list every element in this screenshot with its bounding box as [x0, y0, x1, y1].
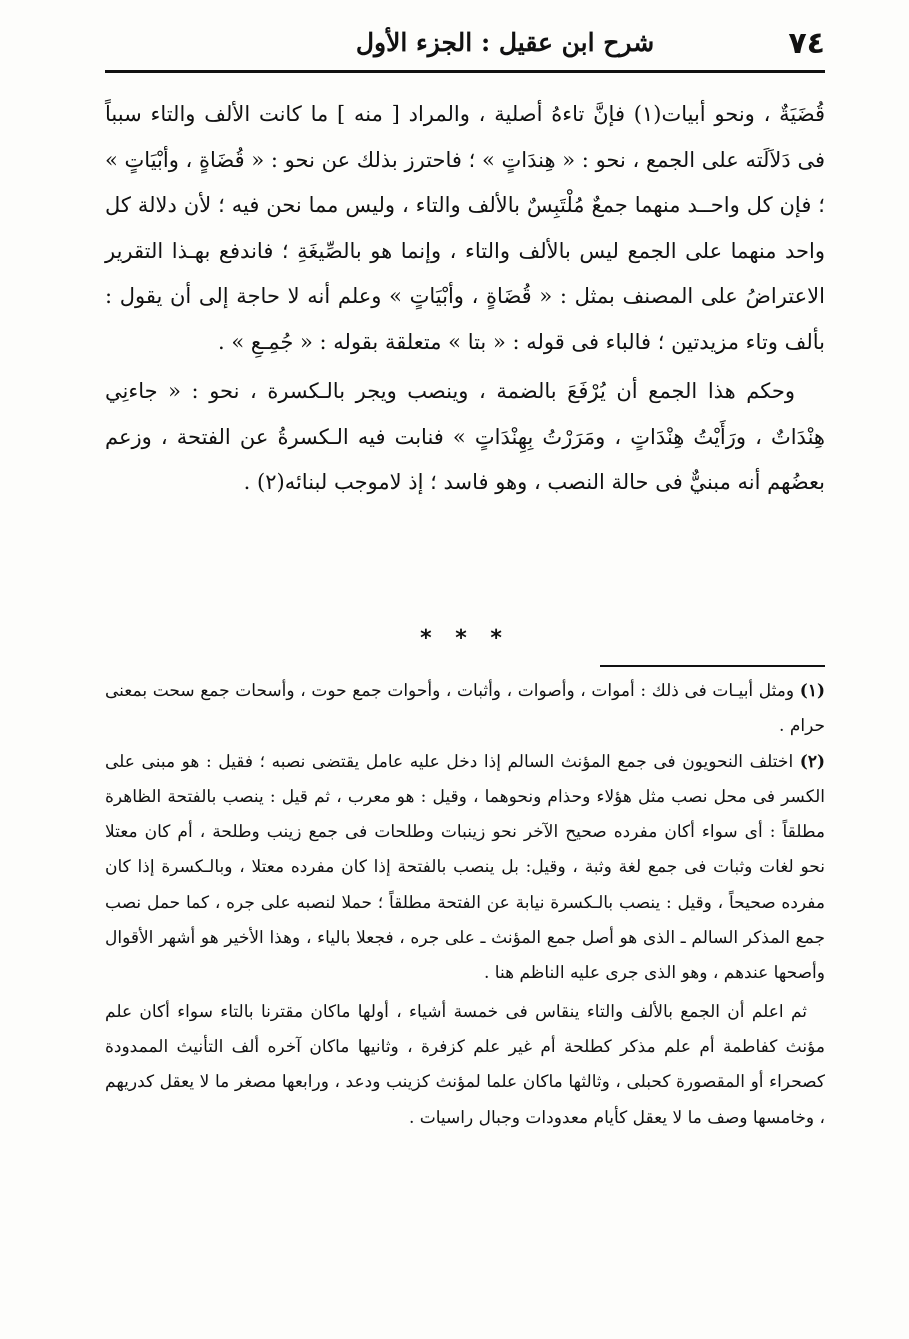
section-separator: * * * [420, 626, 510, 651]
main-paragraph-2: وحكم هذا الجمع أن يُرْفَعَ بالضمة ، وينصب ويجر بالـكسرة ، نحو : « جاءنِي هِنْدَاتٌ ، ورَأَيْتُ هِنْدَاتٍ ، ومَرَرْتُ بِهِنْدَاتٍ » فنابت فيه الـكسرةُ عن الفتحة ، وزعم بعضُهم أنه مبنيٌّ فى حالة النصب ، وهو فاسد ؛ إذ لاموجب لبنائه(٢) . [105, 379, 825, 494]
page-header [105, 22, 825, 70]
main-text [105, 92, 825, 506]
footnote-rule [600, 665, 825, 667]
footnote-1-text: ومثل أبيـات فى ذلك : أموات ، وأصوات ، وأثبات ، وأحوات جمع حوت ، وأسحات جمع سحت بمعنى حرام . [105, 681, 825, 737]
footnotes [105, 674, 825, 1136]
footnote-2-text: اختلف النحويون فى جمع المؤنث السالم إذا دخل عليه عامل يقتضى نصبه ؛ فقيل : هو مبنى على الكسر فى محل نصب مثل هؤلاء وحذام ونحوهما ، وقيل : هو معرب ، ثم قيل : ينصب بالفتحة الظاهرة مطلقاً : أى سواء أكان مفرده صحيح الآخر نحو زينبات وطلحات فى جمع زينب وطلحة ، أم كان معتلا نحو لغات وثبات فى جمع لغة وثبة ، وقيل: بل ينصب بالفتحة إذا كان مفرده معتلا ، وبالـكسرة إذا كان مفرده صحيحاً ، وقيل : ينصب بالـكسرة نيابة عن الفتحة مطلقاً ؛ حملا لنصبه على جره ، كما حمل نصب جمع المذكر السالم ـ الذى هو أصل جمع المؤنث ـ على جره ، فجعلا بالياء ، وهذا الأخير هو أشهر الأقوال وأصحها عندهم ، وهو الذى جرى عليه الناظم هنا . [105, 751, 825, 984]
running-title: شرح ابن عقيل : الجزء الأول [355, 28, 655, 57]
footnote-1-marker: (١) [799, 681, 825, 701]
header-rule [105, 70, 825, 73]
footnote-2-continuation: ثم اعلم أن الجمع بالألف والتاء ينقاس فى خمسة أشياء ، أولها ماكان مقترنا بالتاء سواء أكان علم مؤنث كفاطمة أم علم مذكر كطلحة أم غير علم كزفرة ، وثانيها ماكان آخره ألف التأنيث الممدودة كصحراء أو المقصورة كحبلى ، وثالثها ماكان علما لمؤنث كزينب ودعد ، ورابعها مصغر ما لا يعقل كدريهم ، وخامسها وصف ما لا يعقل كأيام معدودات وجبال راسيات . [105, 1001, 825, 1128]
page-number: ٧٤ [788, 26, 825, 61]
footnote-2 [105, 745, 825, 992]
footnote-2-marker: (٢) [799, 751, 825, 772]
footnote-1 [105, 674, 825, 745]
main-paragraph-1: قُضَيَةٌ ، ونحو أبيات(١) فإنَّ تاءهُ أصلية ، والمراد [ منه ] ما كانت الألف والتاء سبباً فى دَلاَلَته على الجمع ، نحو : « هِندَاتٍ » ؛ فاحترز بذلك عن نحو : « قُضَاةٍ ، وأبْيَاتٍ » ؛ فإن كل واحــد منهما جمعٌ مُلْتَبِسٌ بالألف والتاء ، وليس مما نحن فيه ؛ لأن دلالة كل واحد منهما على الجمع ليس بالألف والتاء ، وإنما هو بالصِّيغَةِ ؛ فاندفع بهـذا التقرير الاعتراضُ على المصنف بمثل : « قُضَاةٍ ، وأبْيَاتٍ » وعلم أنه لا حاجة إلى أن يقول : بألف وتاء مزيدتين ؛ فالباء فى قوله : « بتا » متعلقة بقوله : « جُمِـعِ » . [105, 102, 825, 354]
